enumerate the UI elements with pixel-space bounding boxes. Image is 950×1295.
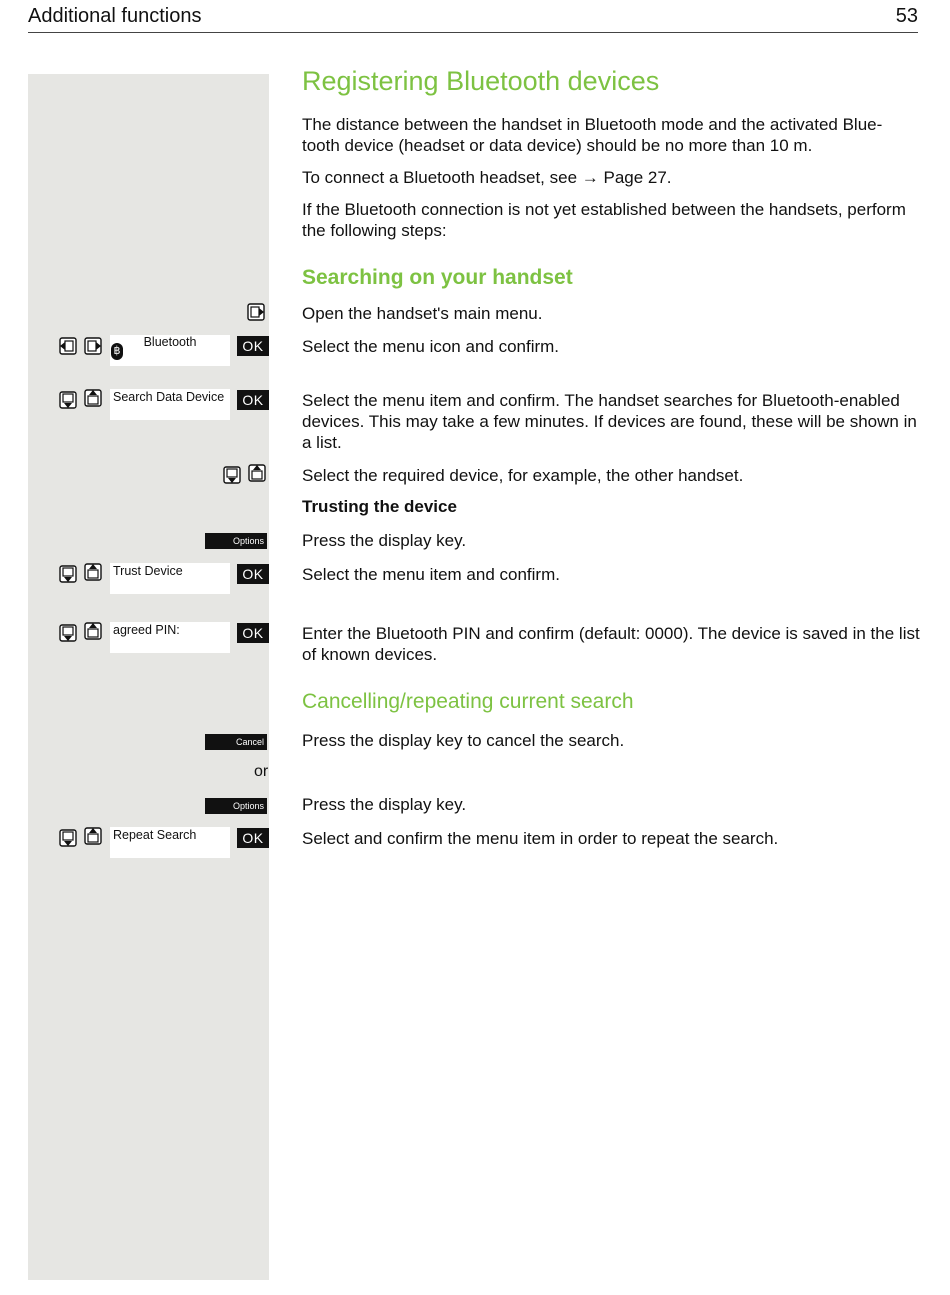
step-repeat-search: Select and confirm the menu item in order to repeat the search.	[302, 829, 779, 848]
display-repeat-search-label: Repeat Search	[113, 828, 197, 842]
display-agreed-pin	[110, 622, 230, 653]
options-softkey: Options	[205, 798, 267, 814]
control-key-down-icon	[223, 466, 241, 484]
header-rule	[28, 32, 918, 33]
step-cancel-search: Press the display key to cancel the search.	[302, 731, 625, 750]
control-key-up-icon	[248, 464, 266, 482]
options-softkey: Options	[205, 533, 267, 549]
section-title-trusting: Trusting the device	[302, 497, 457, 516]
page-heading: Registering Bluetooth devices	[302, 66, 660, 96]
display-search-data-device-label: Search Data Device	[113, 390, 225, 404]
step-select-menu-icon: Select the menu icon and confirm.	[302, 337, 560, 356]
control-key-up-icon	[84, 389, 102, 407]
control-key-right-icon	[247, 303, 265, 321]
display-repeat-search	[110, 827, 230, 858]
section-title-cancelling: Cancelling/repeating current search	[302, 690, 634, 713]
step-select-device: Select the required device, for example, the other handset.	[302, 466, 744, 485]
control-key-down-icon	[59, 829, 77, 847]
step-open-main-menu: Open the handset's main menu.	[302, 304, 543, 323]
control-key-right-icon	[84, 337, 102, 355]
bluetooth-icon: ฿	[111, 343, 123, 360]
sidebar-column	[28, 74, 269, 1280]
control-key-up-icon	[84, 827, 102, 845]
step-press-options: Press the display key.	[302, 795, 467, 814]
ok-key: OK	[237, 828, 269, 848]
step-trust-device: Select the menu item and confirm.	[302, 565, 560, 584]
control-key-down-icon	[59, 565, 77, 583]
running-header-title: Additional functions	[28, 5, 202, 27]
display-search-data-device	[110, 389, 230, 420]
display-agreed-pin-label: agreed PIN:	[113, 623, 180, 637]
ok-key: OK	[237, 390, 269, 410]
display-trust-device	[110, 563, 230, 594]
cancel-softkey: Cancel	[205, 734, 267, 750]
control-key-down-icon	[59, 391, 77, 409]
or-label: or	[254, 763, 269, 780]
page-number: 53	[895, 5, 918, 27]
ok-key: OK	[237, 564, 269, 584]
step-enter-pin: Enter the Bluetooth PIN and confirm (default: 0000). The device is saved in the list of known devices.	[302, 624, 920, 664]
control-key-left-icon	[59, 337, 77, 355]
step-search-data-device: Select the menu item and confirm. The handset searches for Bluetooth-enabled devices. This may take a few minutes. If devices are found, these will be shown in a list.	[302, 391, 917, 452]
intro-paragraph-headset-ref: To connect a Bluetooth headset, see → Page 27.	[302, 168, 672, 187]
display-bluetooth	[110, 335, 230, 366]
step-press-display-key: Press the display key.	[302, 531, 467, 550]
section-title-searching: Searching on your handset	[302, 266, 573, 289]
control-key-up-icon	[84, 622, 102, 640]
control-key-up-icon	[84, 563, 102, 581]
intro-paragraph-distance: The distance between the handset in Bluetooth mode and the activated Blue-tooth device (headset or data device) should be no more than 10 m.	[302, 115, 883, 155]
display-bluetooth-label: Bluetooth	[143, 335, 197, 349]
control-key-down-icon	[59, 624, 77, 642]
ok-key: OK	[237, 623, 269, 643]
ok-key: OK	[237, 336, 269, 356]
display-trust-device-label: Trust Device	[113, 564, 183, 578]
intro-paragraph-steps: If the Bluetooth connection is not yet established between the handsets, perform the following steps:	[302, 200, 906, 240]
